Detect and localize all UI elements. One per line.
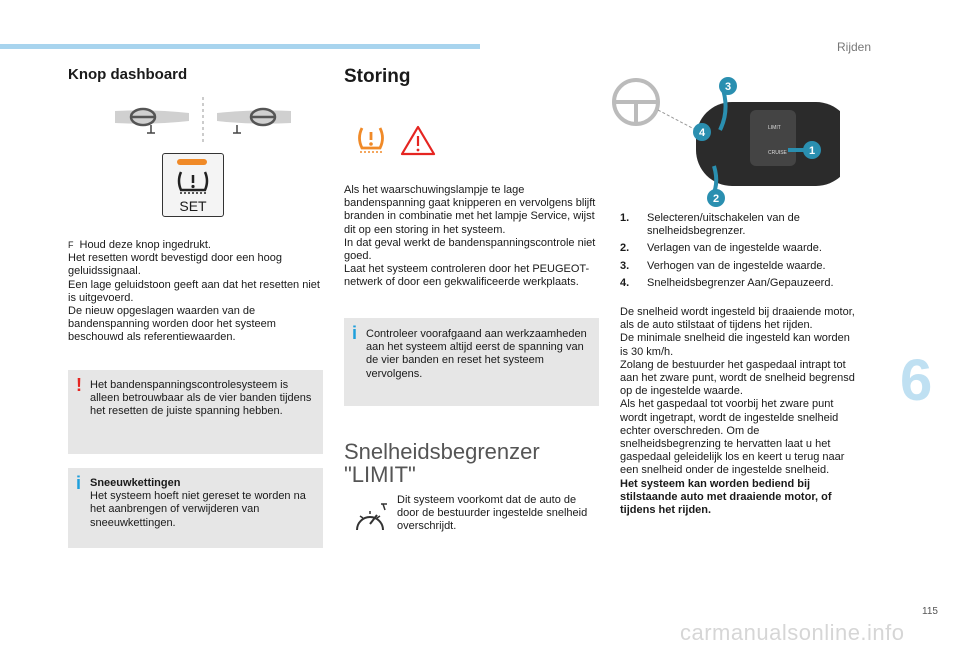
callout-1: 1 [808, 145, 816, 157]
section-header: Rijden [837, 40, 872, 54]
step-number: 2. [620, 242, 630, 255]
storing-para1: Als het waarschuwingslampje te lage bandenspanning gaat knipperen en vervolgens blijft branden in combinatie met het lampje Service, wijst dit op een storing in het systeem. [344, 184, 596, 236]
speed-limiter-controls-list [620, 212, 860, 294]
list-item [620, 260, 860, 273]
tire-pressure-icon [176, 169, 210, 195]
list-item [620, 212, 860, 238]
limiter-para2: De minimale snelheid die ingesteld kan worden is 30 km/h. [620, 332, 850, 358]
tpms-led [177, 159, 207, 165]
warning-text: Het bandenspanningscontrolesysteem is alleen betrouwbaar als de vier banden tijdens het resetten de juiste spanning hebben. [90, 379, 312, 418]
speed-limiter-title [344, 440, 599, 486]
step-number: 4. [620, 276, 630, 289]
storing-info-text: Controleer voorafgaand aan werkzaamheden aan het systeem altijd eerst de spanning van de vier banden en reset het systeem vervolgens. [366, 328, 587, 380]
instruction-text: Houd deze knop ingedrukt. [79, 239, 211, 251]
reset-confirm-text: Het resetten wordt bevestigd door een hoog geluidssignaal. [68, 252, 283, 278]
storing-icons [356, 124, 599, 158]
storing-para2: In dat geval werkt de bandenspanningscontrole niet goed. [344, 236, 596, 263]
limiter-bold-note: Het systeem kan worden bediend bij stilstaande auto met draaiende motor, of tijdens het rijden. [620, 477, 832, 517]
list-item [620, 277, 860, 290]
step-text: Verhogen van de ingestelde waarde. [647, 259, 826, 272]
warning-triangle-icon [400, 124, 436, 156]
step-text: Selecteren/uitschakelen van de snelheidsbegrenzer. [647, 212, 800, 238]
lever-label-limit: LIMIT [768, 125, 781, 131]
step-text: Verlagen van de ingestelde waarde. [647, 242, 822, 255]
storing-title: Storing [344, 66, 411, 87]
set-label: SET [179, 198, 207, 214]
step-number: 3. [620, 259, 630, 272]
info-icon: i [76, 473, 82, 493]
info-title: Sneeuwkettingen [90, 477, 181, 489]
warning-box [68, 370, 323, 454]
speed-limiter-title-line1: Snelheidsbegrenzer [344, 439, 540, 464]
storing-para3: Laat het systeem controleren door het PEUGEOT-netwerk of door een gekwalificeerde werkplaats. [344, 263, 590, 289]
step-number: 1. [620, 212, 630, 224]
chapter-number: 6 [900, 348, 933, 413]
list-item [620, 242, 860, 255]
dashboard-diagram [113, 97, 293, 145]
storing-text [344, 184, 599, 290]
arrow-bullet: F [68, 240, 74, 250]
speedometer-limit-icon [352, 502, 388, 538]
speed-limiter-title-line2: "LIMIT" [344, 462, 416, 488]
limiter-para3: Zolang de bestuurder het gaspedaal intrapt tot aan het zware punt, wordt de snelheid begrensd op de ingestelde waarde. [620, 358, 855, 398]
dashboard-button-title: Knop dashboard [68, 66, 188, 83]
info-icon: i [352, 323, 358, 343]
column-storing [344, 66, 599, 533]
steering-lever-diagram [600, 74, 840, 210]
limiter-para1: De snelheid wordt ingesteld bij draaiende motor, als de auto stilstaat of tijdens het rijden. [620, 306, 855, 332]
speed-limiter-description: Dit systeem voorkomt dat de auto de door de bestuurder ingestelde snelheid overschrijdt. [397, 494, 588, 533]
info-box-snow-chains [68, 468, 323, 548]
callout-3: 3 [724, 81, 732, 93]
top-color-bar [0, 44, 480, 49]
step-text: Snelheidsbegrenzer Aan/Gepauzeerd. [647, 276, 834, 289]
watermark: carmanualsonline.info [680, 620, 905, 645]
info-box-storing [344, 318, 599, 406]
reference-values-text: De nieuw opgeslagen waarden van de bandenspanning worden door het systeem beschouwd als referentiewaarden. [68, 305, 276, 344]
lever-label-cruise: CRUISE [768, 150, 787, 156]
instruction-line [68, 239, 323, 252]
limiter-para4: Als het gaspedaal tot voorbij het zware punt wordt ingetrapt, wordt de ingestelde snelheid echter overschreden. Om de snelheidsbegrenzing te hervatten laat u het gaspedaal geleidelijk los en keert u terug naar een snelheid onder de ingestelde snelheid. [620, 398, 845, 477]
column-dashboard-button [68, 66, 323, 529]
callout-2: 2 [712, 193, 720, 205]
reset-fail-text: Een lage geluidstoon geeft aan dat het resetten niet is uitgevoerd. [68, 278, 320, 304]
speed-limiter-explanation [620, 306, 860, 517]
tpms-warning-icon [356, 124, 386, 154]
exclamation-icon: ! [76, 375, 82, 395]
dashboard-button-instructions [68, 239, 323, 345]
tpms-set-button [162, 153, 224, 217]
page-number: 115 [922, 606, 938, 617]
info-text: Het systeem hoeft niet gereset te worden na het aanbrengen of verwijderen van sneeuwkettingen. [90, 490, 306, 529]
callout-4: 4 [698, 127, 706, 139]
